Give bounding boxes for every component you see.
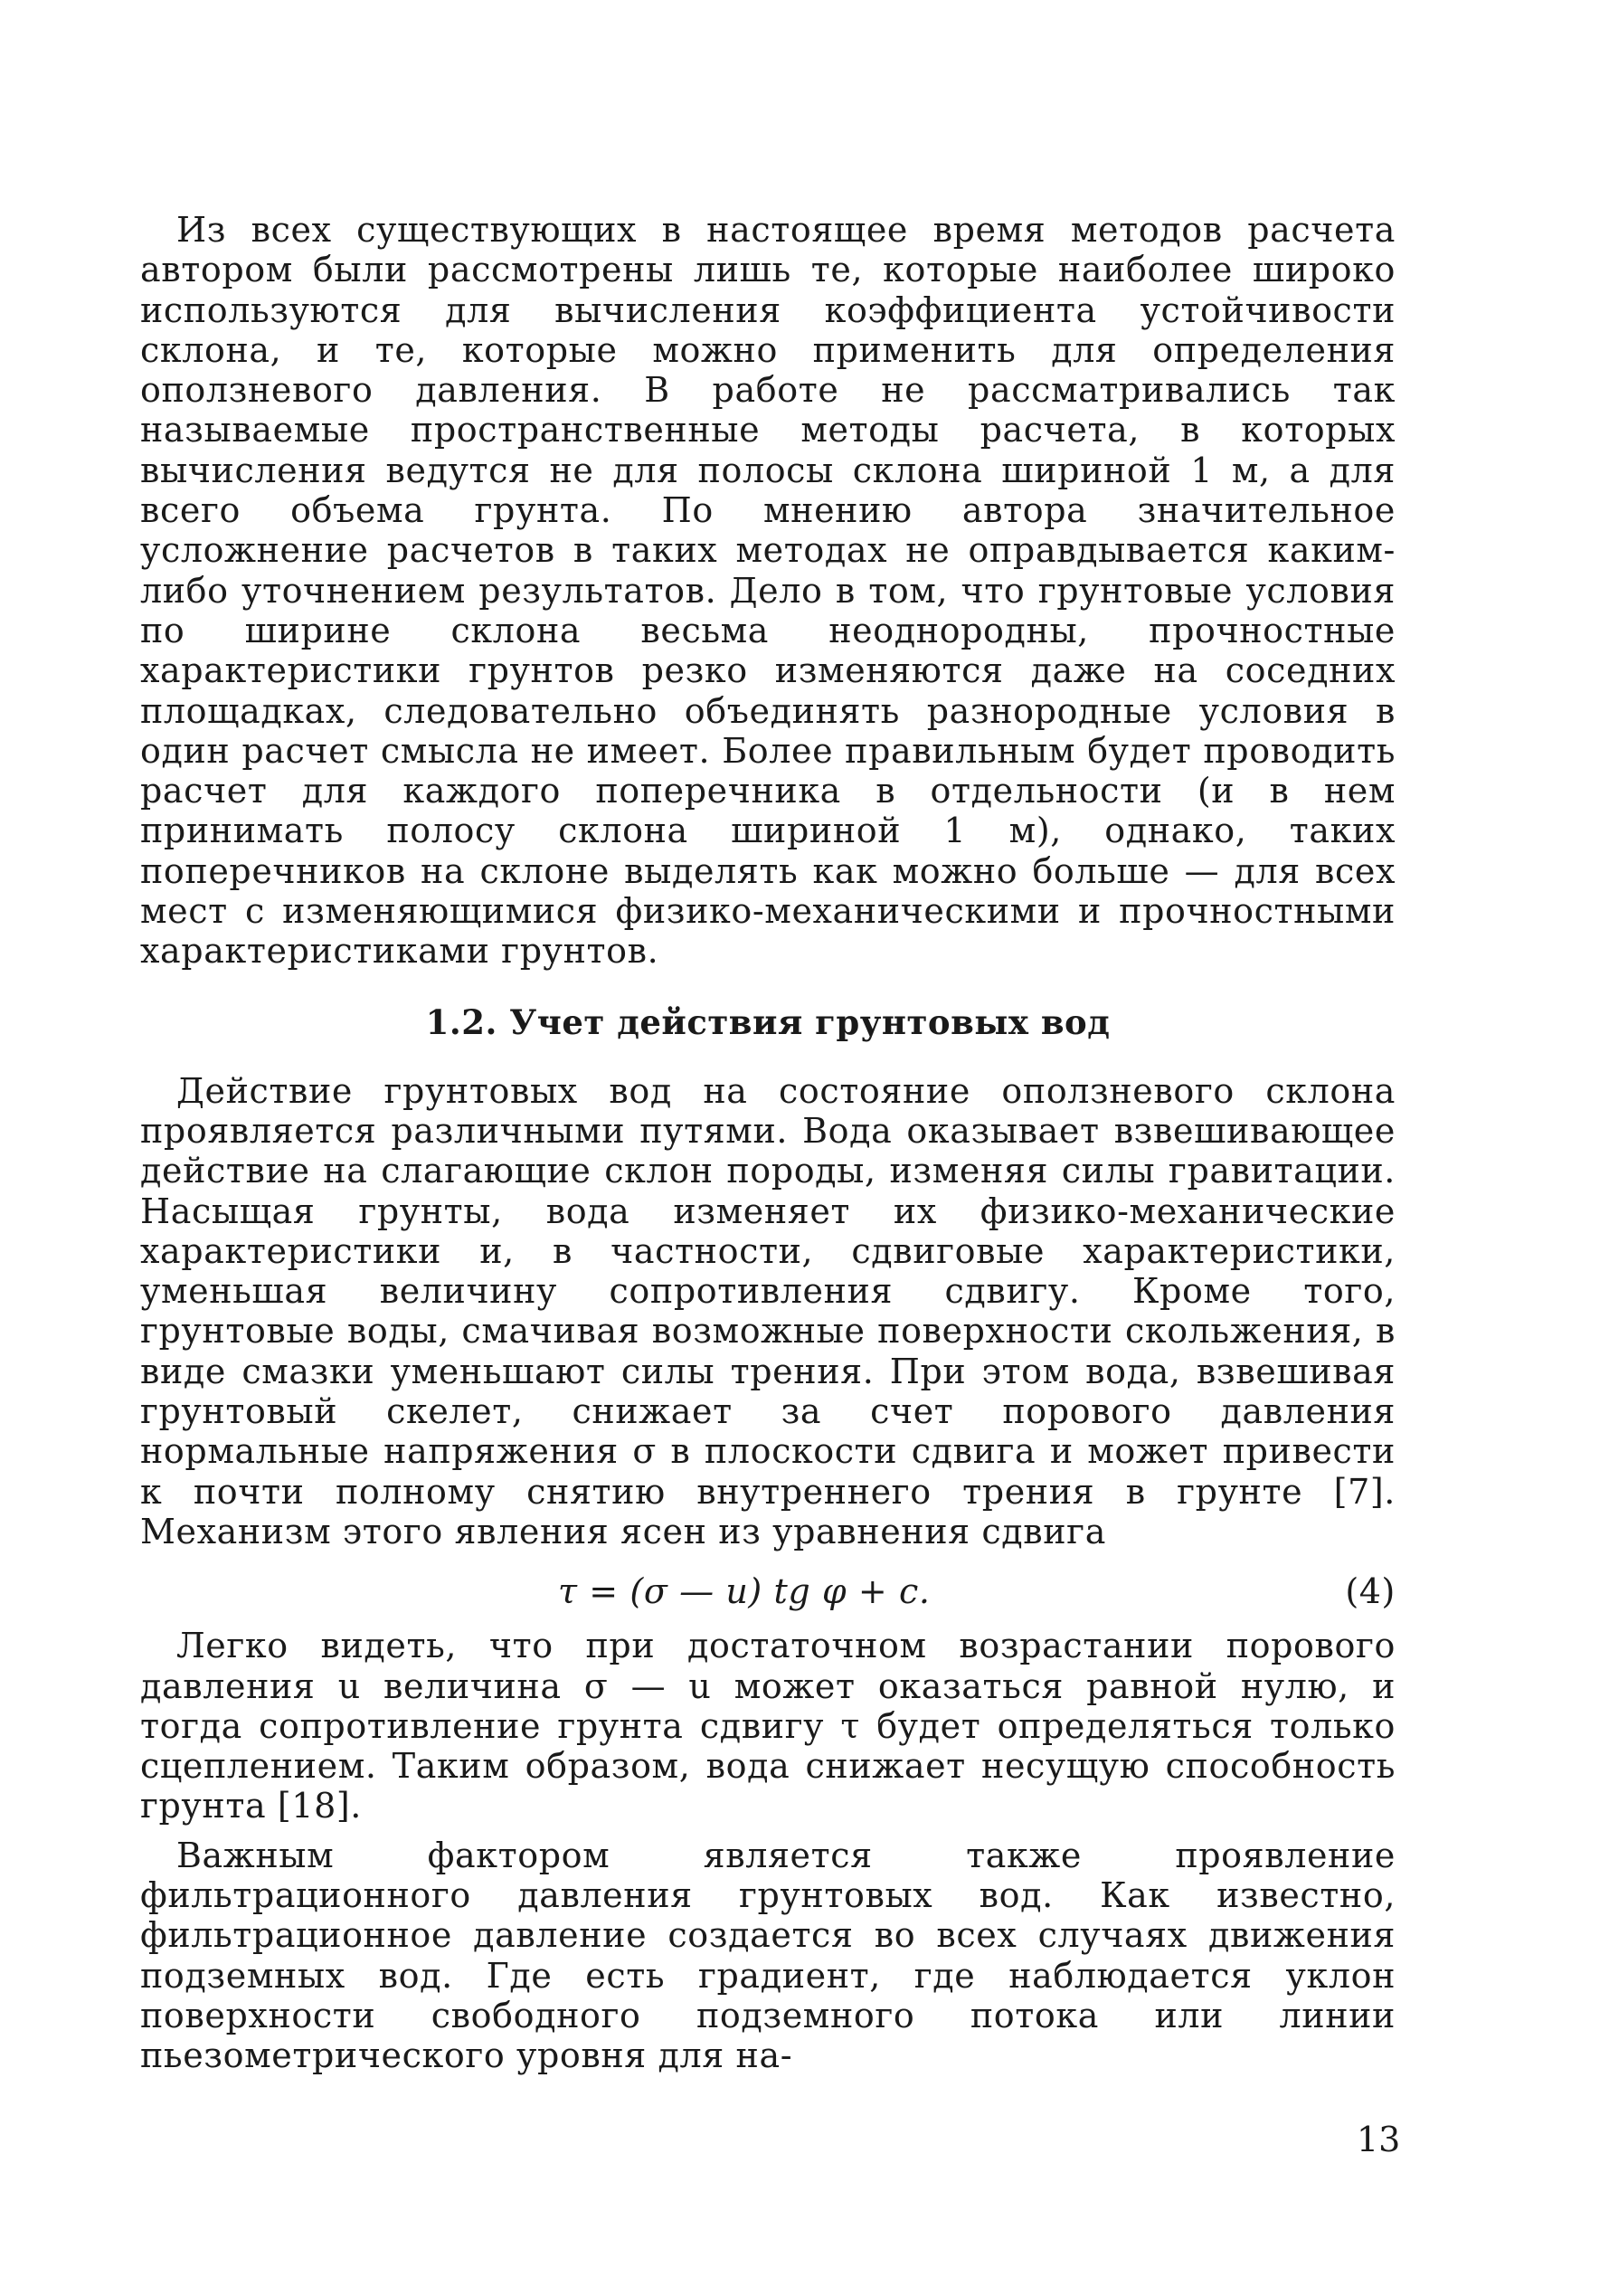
paragraph-pore-pressure: Легко видеть, что при достаточном возрастании порового давления u величина σ — u может оказаться равной нулю, и тогда сопротивление грунта сдвигу τ будет определяться только сцеплением. Таким образом, вода снижает несущую способность грунта [18]. — [140, 1626, 1396, 1826]
paragraph-groundwater-effects: Действие грунтовых вод на состояние оползневого склона проявляется различными путями. Вода оказывает взвешивающее действие на слагающие склон породы, изменяя силы гравитации. Насыщая грунты, вода изменяет их физико-механические характеристики и, в частности, сдвиговые характеристики, уменьшая величину сопротивления сдвигу. Кроме того, грунтовые воды, смачивая возможные поверхности скольжения, в виде смазки уменьшают силы трения. При этом вода, взвешивая грунтовый скелет, снижает за счет порового давления нормальные напряжения σ в плоскости сдвига и может привести к почти полному снятию внутреннего трения в грунте [7]. Механизм этого явления ясен из уравнения сдвига — [140, 1070, 1396, 1551]
section-heading: 1.2. Учет действия грунтовых вод — [425, 1001, 1111, 1042]
equation-formula: τ = (σ — u) tg φ + c. — [558, 1571, 931, 1612]
paragraph-methods: Из всех существующих в настоящее время методов расчета автором были рассмотрены лишь те, которые наиболее широко используются для вычисления коэффициента устойчивости склона, и те, которые можно применить для определения оползневого давления. В работе не рассматривались так называемые пространственные методы расчета, в которых вычисления ведутся не для полосы склона шириной 1 м, а для всего объема грунта. По мнению автора значительное усложнение расчетов в таких методах не оправдывается каким-либо уточнением результатов. Дело в том, что грунтовые условия по ширине склона весьма неоднородны, прочностные характеристики грунтов резко изменяются даже на соседних площадках, следовательно объединять разнородные условия в один расчет смысла не имеет. Более правильным будет проводить расчет для каждого поперечника в отдельности (и в нем принимать полосу склона шириной 1 м), однако, таких поперечников на склоне выделять как можно больше — для всех мест с изменяющимися физико-механическими и прочностными характеристиками грунтов. — [140, 210, 1396, 972]
paragraph-filtration-pressure: Важным фактором является также проявление фильтрационного давления грунтовых вод. Как известно, фильтрационное давление создается во всех случаях движения подземных вод. Где есть градиент, где наблюдается уклон поверхности свободного подземного потока или линии пьезометрического уровня для на- — [140, 1835, 1396, 2076]
equation-number: (4) — [1345, 1571, 1396, 1612]
page-body — [140, 210, 1396, 2075]
page-number: 13 — [1357, 2120, 1401, 2159]
equation-shear — [140, 1571, 1396, 1611]
